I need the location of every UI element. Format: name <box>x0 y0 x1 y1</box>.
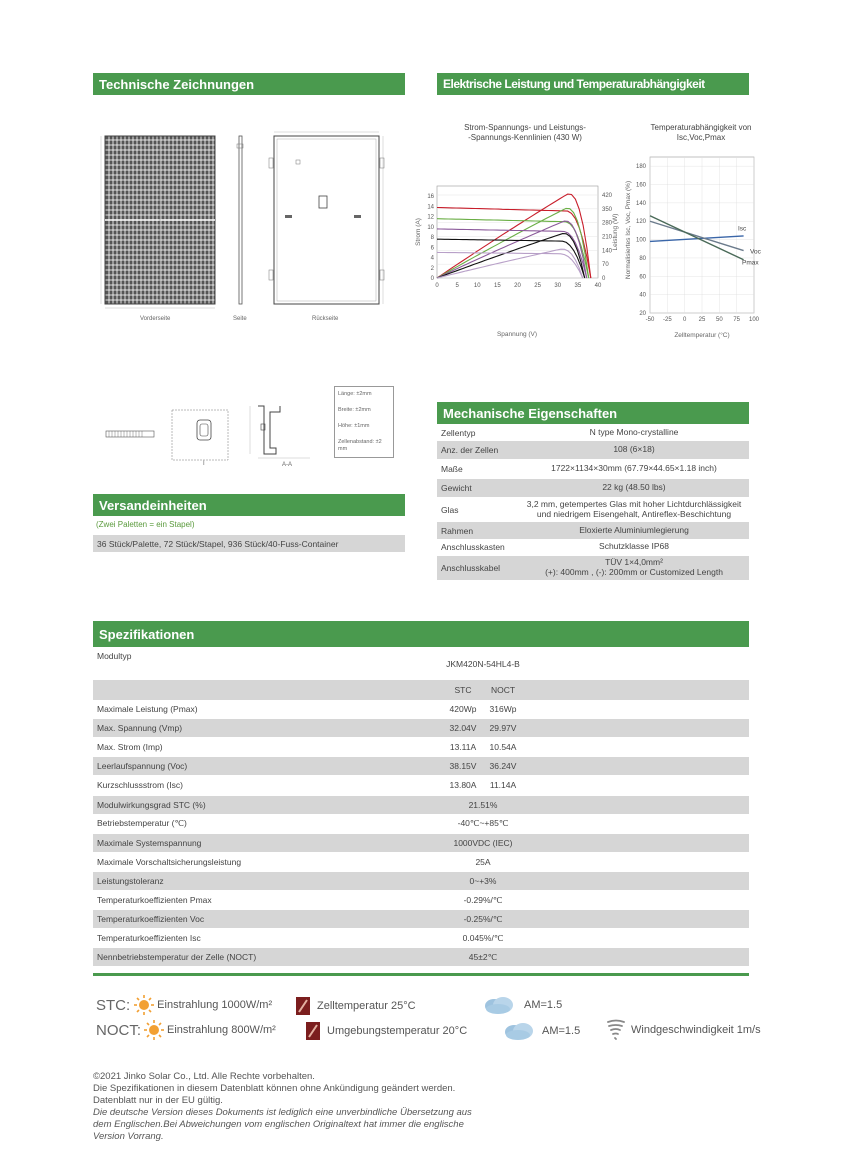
temp-series-line-1 <box>650 221 744 250</box>
footer-disclaimer: Die Spezifikationen in diesem Datenblatt können ohne Ankündigung geändert werden. <box>93 1083 456 1094</box>
iv-x-tick: 30 <box>554 283 562 289</box>
temp-y-tick: 180 <box>635 164 646 171</box>
section-title: Versandeinheiten <box>99 497 207 513</box>
iv-x-tick: 25 <box>534 283 541 289</box>
spec-noct-value: 36.24V <box>489 761 517 772</box>
iv-y-right-tick: 420 <box>602 193 613 199</box>
section-aa-label: A-A <box>282 462 293 468</box>
spec-row <box>93 776 749 794</box>
mech-value <box>519 558 749 578</box>
sun-icon <box>144 1020 164 1040</box>
mech-value: N type Mono-crystalline <box>589 427 679 438</box>
shipping-row <box>93 535 405 552</box>
mech-value: 1722×1134×30mm (67.79×44.65×1.18 inch) <box>551 463 717 474</box>
spec-noct-value: 11.14A <box>489 780 517 791</box>
spec-row <box>93 948 749 966</box>
iv-y-left-tick: 12 <box>427 214 434 221</box>
iv-x-tick: 10 <box>473 283 481 289</box>
tolerance-cell-spacing: Zellenabstand: ±2 mm <box>338 439 382 452</box>
mech-row-cell-type <box>437 425 749 441</box>
mech-label: Gewicht <box>441 483 472 493</box>
temp-y-tick: 140 <box>635 200 646 207</box>
temp-y-tick: 100 <box>635 237 646 244</box>
temp-y-label: Normalisiertes Isc, Voc, Pmax (%) <box>625 180 632 280</box>
temp-series-label: Isc <box>738 225 747 233</box>
iv-y-right-tick: 210 <box>602 234 613 241</box>
iv-chart-title-line2: -Spannungs-Kennlinien (430 W) <box>468 133 582 142</box>
spec-value: 0~+3% <box>469 875 497 886</box>
mech-label: Glas <box>441 504 459 515</box>
iv-x-tick: 35 <box>574 283 582 289</box>
footer-eu-note: Datenblatt nur in der EU gültig. <box>93 1095 223 1106</box>
tolerance-width: Breite: ±2mm <box>338 407 371 413</box>
temp-y-tick: 60 <box>639 274 646 281</box>
mounting-hole-detail <box>172 410 228 460</box>
sun-icon <box>134 995 154 1015</box>
spec-label: Maximale Vorschaltsicherungsleistung <box>97 856 242 867</box>
temp-series-label: Voc <box>750 248 761 256</box>
tolerance-length: Länge: ±2mm <box>338 391 372 397</box>
stc-am-text: AM=1.5 <box>524 999 563 1011</box>
iv-x-label: Spannung (V) <box>496 331 538 338</box>
spec-header-row <box>93 680 749 700</box>
section-technical-drawings <box>93 73 405 95</box>
spec-row <box>93 834 749 852</box>
mech-value-line2: und niedrigem Eisengehalt, Antireflex-Beschichtung <box>536 508 732 519</box>
temp-x-tick: 75 <box>733 317 741 323</box>
front-view-drawing <box>101 136 215 308</box>
footer <box>93 1071 472 1143</box>
spec-row <box>93 929 749 947</box>
noct-air-mass <box>502 1021 580 1041</box>
section-shipping <box>93 494 405 516</box>
spec-noct-value: 316Wp <box>489 704 517 714</box>
section-specs <box>93 621 749 647</box>
mech-value: 22 kg (48.50 lbs) <box>602 482 666 493</box>
temp-y-tick: 20 <box>639 311 646 317</box>
technical-drawings-svg <box>93 120 405 340</box>
temp-y-tick: 80 <box>639 255 646 262</box>
temp-x-tick: -25 <box>662 317 672 323</box>
temp-y-tick: 120 <box>635 219 646 226</box>
iv-y-right-label: Leistung (W) <box>612 213 619 251</box>
spec-label: Maximale Leistung (Pmax) <box>97 704 198 714</box>
temp-chart <box>620 150 770 345</box>
temp-x-tick: 100 <box>748 317 760 323</box>
stc-air-mass <box>482 995 562 1015</box>
spec-row <box>93 891 749 909</box>
spec-value: 25A <box>475 856 491 867</box>
iv-y-right-tick: 350 <box>602 206 613 213</box>
noct-am-text: AM=1.5 <box>542 1025 581 1037</box>
shipping-note: (Zwei Paletten = ein Stapel) <box>96 520 195 529</box>
frame-profile-detail <box>250 406 310 458</box>
mech-value <box>519 500 749 520</box>
temp-series-label: Pmax <box>742 259 759 267</box>
tolerance-height: Höhe: ±1mm <box>338 423 370 429</box>
back-view-label: Rückseite <box>312 316 339 322</box>
iv-x-tick: 40 <box>594 283 602 289</box>
specs-bottom-rule <box>93 973 749 976</box>
shipping-text: 36 Stück/Palette, 72 Stück/Stapel, 936 Stück/40-Fuss-Container <box>97 538 339 549</box>
spec-label: Temperaturkoeffizienten Pmax <box>97 895 212 905</box>
iv-chart <box>410 178 620 348</box>
spec-label: Maximale Systemspannung <box>97 837 202 848</box>
section-title: Spezifikationen <box>99 626 195 642</box>
spec-row <box>93 757 749 775</box>
noct-prefix: NOCT: <box>96 1021 141 1039</box>
mech-label: Anschlusskabel <box>441 563 501 573</box>
iv-y-right-tick: 140 <box>602 248 613 255</box>
tolerance-box <box>334 386 394 458</box>
mech-value: Schutzklasse IP68 <box>599 541 669 552</box>
iv-x-tick: 0 <box>435 283 439 289</box>
spec-noct-value: 29.97V <box>489 723 517 734</box>
noct-ambient-temp <box>305 1021 467 1041</box>
temp-y-tick: 160 <box>635 182 646 189</box>
iv-chart-title-line1: Strom-Spannungs- und Leistungs- <box>464 123 586 132</box>
spec-value: -40℃~+85℃ <box>457 818 509 829</box>
iv-x-tick: 20 <box>514 283 521 289</box>
section-title: Technische Zeichnungen <box>99 76 255 92</box>
mech-row-frame <box>437 522 749 539</box>
iv-y-left-tick: 2 <box>430 265 434 272</box>
temp-series-line-2 <box>650 216 744 260</box>
spec-stc-value: 13.11A <box>449 742 477 753</box>
spec-row <box>93 700 749 718</box>
footer-translation-note-1: Die deutsche Version dieses Dokuments ist lediglich eine unverbindliche Übersetzung aus <box>93 1107 472 1118</box>
spec-label: Temperaturkoeffizienten Isc <box>97 933 201 944</box>
spec-label: Modulwirkungsgrad STC (%) <box>97 799 206 810</box>
iv-x-tick: 5 <box>455 283 459 289</box>
mech-value-line1: TÜV 1×4,0mm² <box>605 557 663 568</box>
spec-label: Kurzschlussstrom (Isc) <box>97 780 183 791</box>
spec-label: Max. Spannung (Vmp) <box>97 723 183 734</box>
mech-row-weight <box>437 479 749 497</box>
iv-y-left-tick: 16 <box>427 194 434 201</box>
connector-detail <box>106 431 154 437</box>
stc-prefix: STC: <box>96 996 131 1014</box>
mech-row-cable <box>437 556 749 580</box>
spec-value: 1000VDC (IEC) <box>453 837 513 848</box>
iv-y-left-tick: 10 <box>427 224 434 231</box>
mech-label: Rahmen <box>441 525 474 536</box>
noct-wind-speed <box>606 1019 761 1041</box>
spec-label: Modultyp <box>97 651 132 661</box>
spec-label: Betriebstemperatur (℃) <box>97 818 187 829</box>
mech-label: Zellentyp <box>441 428 476 438</box>
spec-label: Leistungstoleranz <box>97 875 164 886</box>
footer-copyright: ©2021 Jinko Solar Co., Ltd. Alle Rechte vorbehalten. <box>93 1071 315 1082</box>
spec-noct-value: 10.54A <box>489 742 517 753</box>
temp-x-tick: 25 <box>698 317 706 323</box>
spec-row <box>93 738 749 756</box>
temp-chart-title <box>642 123 760 143</box>
spec-row <box>93 815 749 833</box>
iv-y-right-tick: 0 <box>602 276 606 282</box>
spec-row-module-type <box>93 651 749 675</box>
section-electrical <box>437 73 749 95</box>
section-i-label: I <box>203 461 205 467</box>
spec-row <box>93 910 749 928</box>
stc-cell-temp <box>295 996 416 1016</box>
footer-translation-note-2: dem Englischen.Bei Abweichungen vom englischen Originaltext hat immer die englische <box>93 1119 464 1130</box>
spec-value: -0.29%/℃ <box>463 894 503 905</box>
footer-translation-note-3: Version Vorrang. <box>93 1131 164 1142</box>
noct-irradiance: Einstrahlung 800W/m² <box>167 1024 276 1036</box>
cloud-icon <box>502 1021 534 1041</box>
mech-value: Eloxierte Aluminiumlegierung <box>579 524 689 535</box>
temp-chart-title-line2: Isc,Voc,Pmax <box>676 133 726 142</box>
tornado-icon <box>606 1019 626 1041</box>
iv-y-left-tick: 0 <box>430 276 434 282</box>
spec-label: Max. Strom (Imp) <box>97 742 163 753</box>
spec-stc-value: 32.04V <box>449 723 477 734</box>
front-view-label: Vorderseite <box>140 316 171 322</box>
stc-irradiance: Einstrahlung 1000W/m² <box>157 999 273 1011</box>
mech-label: Maße <box>441 464 463 474</box>
noct-wind-text: Windgeschwindigkeit 1m/s <box>631 1024 761 1036</box>
spec-stc-value: 13.80A <box>449 780 477 791</box>
spec-value: 21.51% <box>468 799 498 810</box>
spec-label: Leerlaufspannung (Voc) <box>97 761 188 772</box>
iv-y-left-tick: 8 <box>430 235 434 242</box>
mech-value-line1: 3,2 mm, getempertes Glas mit hoher Lichtdurchlässigkeit <box>526 498 742 509</box>
iv-chart-title <box>455 123 595 143</box>
side-view-drawing <box>237 136 243 304</box>
spec-value: 0.045%/℃ <box>462 932 504 943</box>
noct-conditions <box>96 1020 276 1040</box>
spec-value: -0.25%/℃ <box>463 913 503 924</box>
spec-stc-value: 420Wp <box>449 704 477 714</box>
mech-row-glass <box>437 497 749 522</box>
temp-y-tick: 40 <box>639 292 646 299</box>
iv-x-tick: 15 <box>494 283 501 289</box>
spec-stc-value: 38.15V <box>449 761 477 772</box>
mech-row-cell-count <box>437 441 749 459</box>
mech-row-dimensions <box>437 459 749 479</box>
thermometer-icon <box>305 1021 321 1041</box>
stc-conditions <box>96 995 272 1015</box>
temp-series-line-0 <box>650 236 744 242</box>
spec-row <box>93 872 749 890</box>
iv-y-left-tick: 4 <box>430 255 434 262</box>
spec-row <box>93 796 749 814</box>
mech-row-junction-box <box>437 539 749 555</box>
iv-y-right-tick: 70 <box>602 262 609 269</box>
stc-temp-text: Zelltemperatur 25°C <box>317 1000 416 1012</box>
stc-header: STC <box>454 685 472 695</box>
section-title: Mechanische Eigenschaften <box>443 405 618 421</box>
temp-x-tick: 0 <box>682 317 687 323</box>
thermometer-icon <box>295 996 311 1016</box>
spec-label: Nennbetriebstemperatur der Zelle (NOCT) <box>97 952 257 963</box>
iv-y-left-tick: 6 <box>430 245 434 252</box>
noct-temp-text: Umgebungstemperatur 20°C <box>327 1025 468 1037</box>
section-mechanical <box>437 402 749 424</box>
spec-label: Temperaturkoeffizienten Voc <box>97 914 205 925</box>
temp-x-tick: -50 <box>645 317 655 323</box>
iv-y-left-label: Strom (A) <box>415 218 422 246</box>
spec-value: 45±2℃ <box>468 951 498 962</box>
mech-label: Anschlusskasten <box>441 542 505 552</box>
iv-y-right-tick: 280 <box>602 220 613 227</box>
side-view-label: Seite <box>233 316 247 322</box>
back-view-drawing <box>269 132 384 304</box>
iv-y-left-tick: 14 <box>427 204 434 211</box>
spec-value: JKM420N-54HL4-B <box>446 659 520 669</box>
spec-row <box>93 719 749 737</box>
mech-value-line2: (+): 400mm , (-): 200mm or Customized Length <box>545 567 723 577</box>
mech-value: 108 (6×18) <box>613 444 655 455</box>
mech-label: Anz. der Zellen <box>441 445 499 455</box>
noct-header: NOCT <box>490 685 516 695</box>
temp-x-label: Zelltemperatur (°C) <box>674 332 730 339</box>
cloud-icon <box>482 995 514 1015</box>
temp-x-tick: 50 <box>715 317 723 323</box>
spec-row <box>93 853 749 871</box>
section-title: Elektrische Leistung und Temperaturabhängigkeit <box>443 77 705 91</box>
temp-chart-title-line1: Temperaturabhängigkeit von <box>650 123 752 132</box>
